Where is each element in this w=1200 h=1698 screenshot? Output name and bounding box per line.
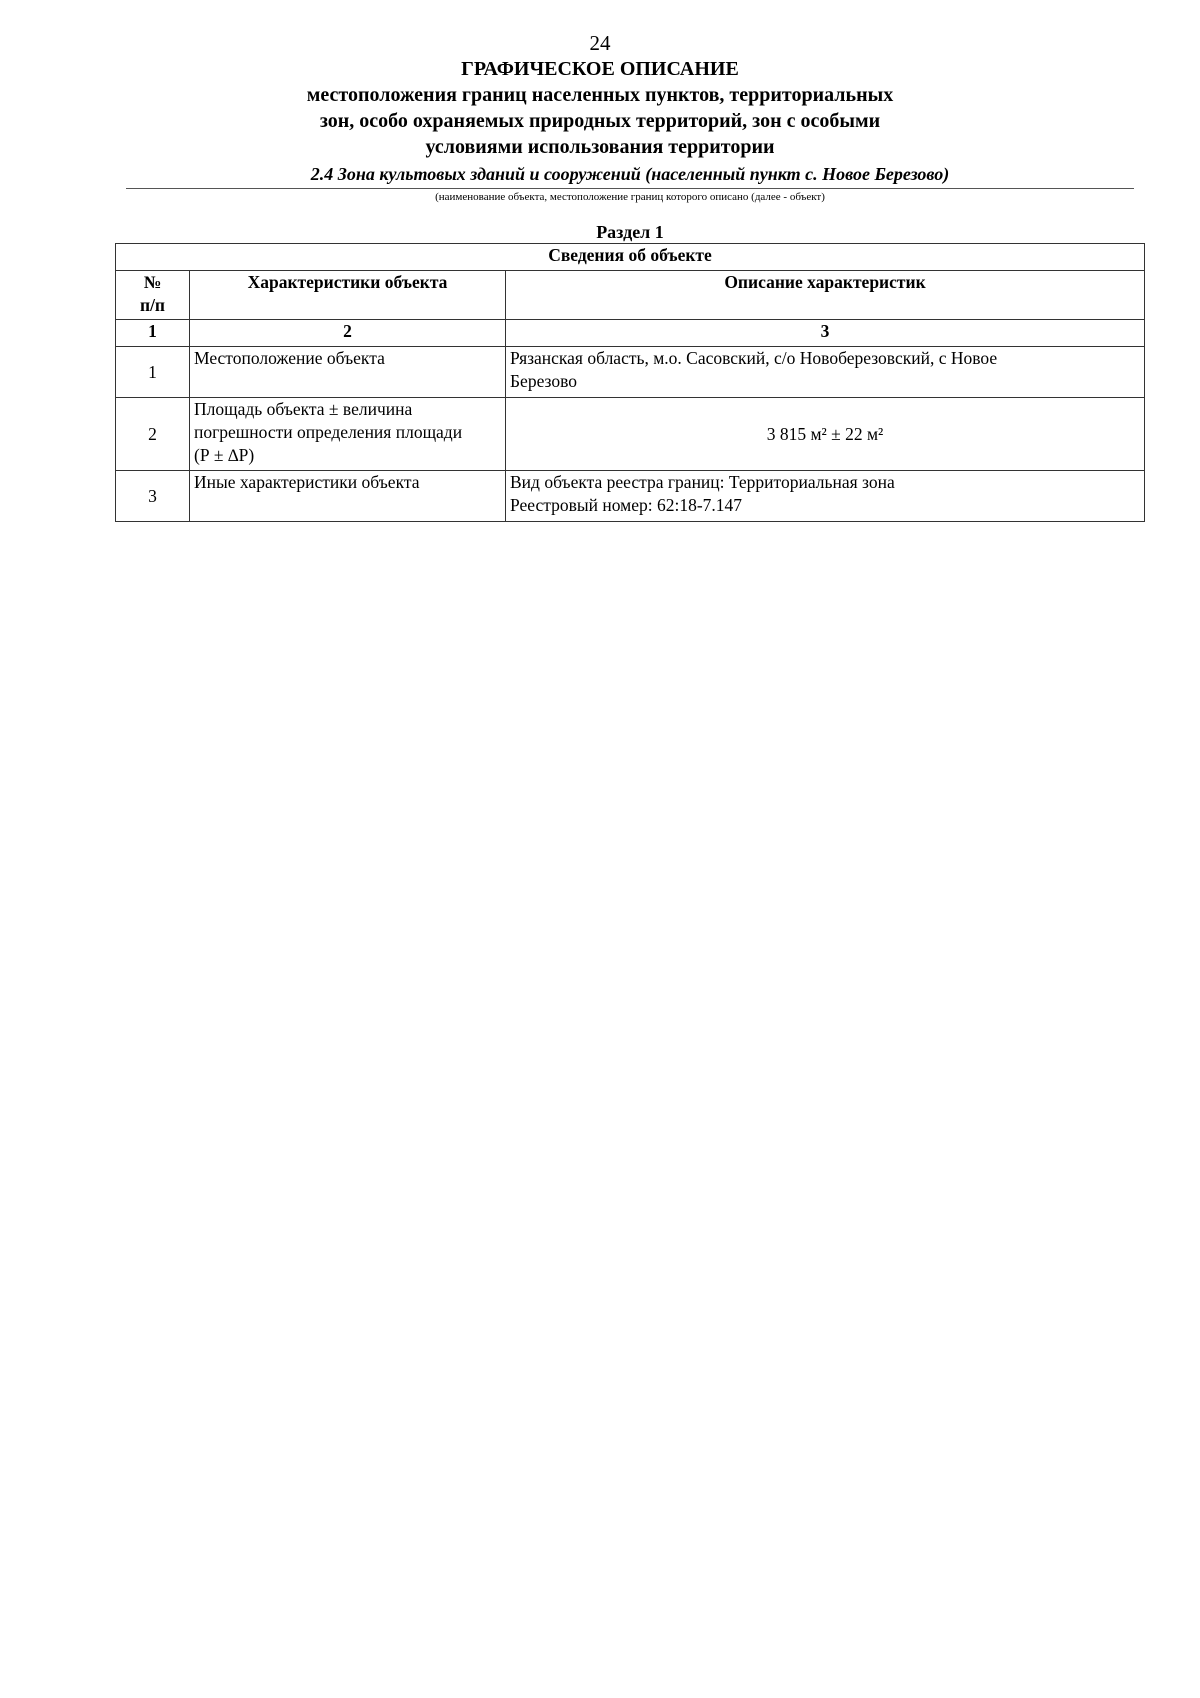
column-number-row: [116, 320, 1145, 347]
table-caption: Сведения об объекте: [116, 244, 1145, 271]
characteristic-line: (Р ± ∆Р): [194, 445, 255, 465]
row-number: 3: [116, 471, 190, 522]
page-number: 24: [589, 31, 611, 55]
column-number: 1: [116, 320, 190, 347]
description-line: Березово: [510, 371, 578, 391]
row-description: [506, 471, 1145, 522]
description-line: Вид объекта реестра границ: Территориальная зона: [510, 472, 895, 492]
object-info-table: [115, 243, 1145, 522]
table-row: [116, 347, 1145, 398]
column-header-number: [116, 271, 190, 320]
section-title: Раздел 1: [596, 222, 664, 242]
row-characteristic: [190, 347, 506, 398]
header-subtitle-line: условиями использования территории: [425, 136, 775, 158]
column-header-number-line: №: [143, 272, 162, 292]
characteristic-line: Иные характеристики объекта: [194, 472, 420, 492]
characteristic-line: Площадь объекта ± величина: [194, 399, 413, 419]
table-caption-row: [116, 244, 1145, 271]
column-number: 3: [506, 320, 1145, 347]
description-line: Реестровый номер: 62:18-7.147: [510, 495, 743, 515]
row-description: [506, 398, 1145, 471]
table-row: [116, 471, 1145, 522]
characteristic-line: погрешности определения площади: [194, 422, 463, 442]
object-caption: (наименование объекта, местоположение границ которого описано (далее - объект): [435, 191, 825, 203]
column-number: 2: [190, 320, 506, 347]
document-header: [200, 56, 1000, 160]
table-header-row: [116, 271, 1145, 320]
header-subtitle-line: зон, особо охраняемых природных территорий, зон с особыми: [319, 110, 881, 132]
description-line: Рязанская область, м.о. Сасовский, с/о Новоберезовский, с Новое: [510, 348, 998, 368]
table-row: [116, 398, 1145, 471]
row-number: 1: [116, 347, 190, 398]
column-header-number-line: п/п: [139, 295, 166, 315]
description-line: 3 815 м² ± 22 м²: [766, 423, 884, 444]
characteristic-line: Местоположение объекта: [194, 348, 385, 368]
row-characteristic: [190, 398, 506, 471]
column-header-characteristic: Характеристики объекта: [190, 271, 506, 320]
row-characteristic: [190, 471, 506, 522]
object-name-underline: [126, 188, 1134, 189]
header-title: ГРАФИЧЕСКОЕ ОПИСАНИЕ: [461, 58, 739, 80]
header-subtitle-line: местоположения границ населенных пунктов, территориальных: [306, 84, 894, 106]
object-name: 2.4 Зона культовых зданий и сооружений (населенный пункт с. Новое Березово): [310, 164, 950, 184]
column-header-description: Описание характеристик: [506, 271, 1145, 320]
row-number: 2: [116, 398, 190, 471]
row-description: [506, 347, 1145, 398]
